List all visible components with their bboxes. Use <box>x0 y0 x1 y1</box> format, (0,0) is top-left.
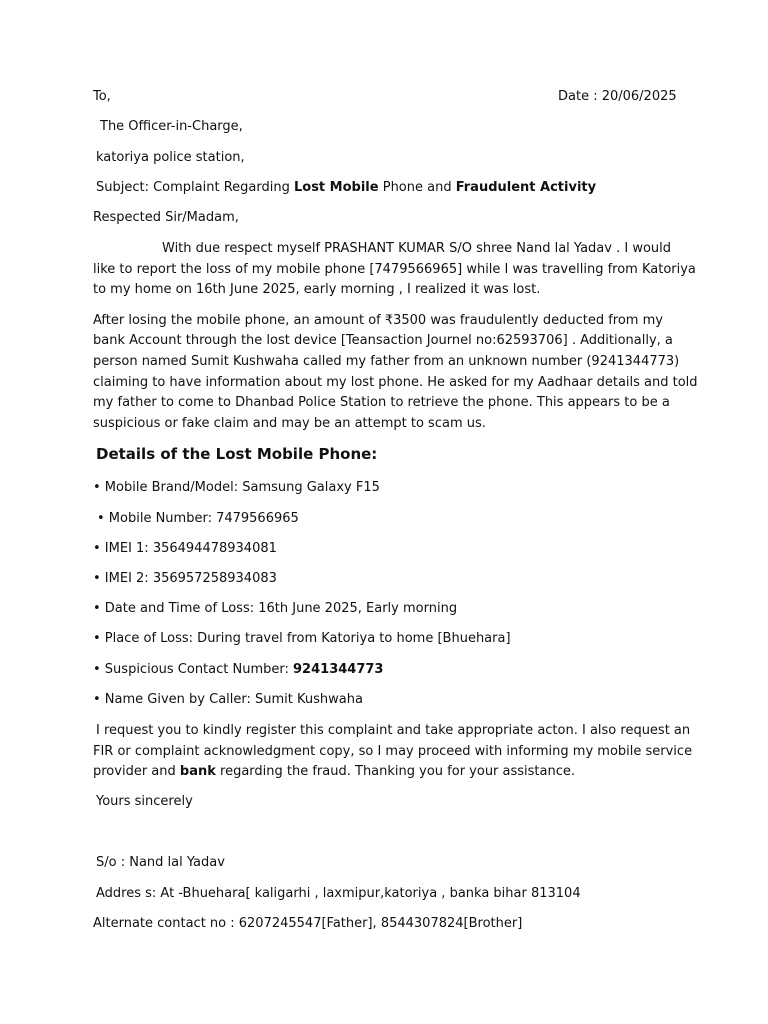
para3-line3-post: regarding the fraud. Thanking you for your assistance. <box>215 764 576 779</box>
subject-bold-fraud: Fraudulent Activity <box>455 180 597 195</box>
para3-line3 <box>93 763 575 780</box>
para2-line6: suspicious or fake claim and may be an attempt to scam us. <box>93 416 486 431</box>
para3-line3-pre: provider and <box>93 764 180 779</box>
para1-line2: like to report the loss of my mobile phone [7479566965] while I was travelling from Katoriya <box>93 262 696 277</box>
para1-line1: With due respect myself PRASHANT KUMAR S/O shree Nand lal Yadav . I would <box>162 241 672 256</box>
to-line: To, <box>93 89 111 104</box>
subject-line <box>96 179 596 196</box>
para3-line3-bold: bank <box>179 764 216 779</box>
detail-place: • Place of Loss: During travel from Katoriya to home [Bhuehara] <box>93 631 511 646</box>
recipient-title: The Officer-in-Charge, <box>100 119 243 134</box>
detail-datetime: • Date and Time of Loss: 16th June 2025, Early morning <box>93 601 458 616</box>
alternate-contact-line: Alternate contact no : 6207245547[Father], 8544307824[Brother] <box>93 916 523 931</box>
detail-suspicious-label: • Suspicious Contact Number: <box>93 662 294 677</box>
detail-suspicious <box>93 661 383 678</box>
para1-line3: to my home on 16th June 2025, early morning , I realized it was lost. <box>93 282 541 297</box>
para3-line2: FIR or complaint acknowledgment copy, so I may proceed with informing my mobile service <box>93 744 693 759</box>
so-line: S/o : Nand lal Yadav <box>96 855 225 870</box>
closing: Yours sincerely <box>96 794 193 809</box>
date-line: Date : 20/06/2025 <box>558 89 677 104</box>
salutation: Respected Sir/Madam, <box>93 210 239 225</box>
detail-caller: • Name Given by Caller: Sumit Kushwaha <box>93 692 363 707</box>
recipient-station: katoriya police station, <box>96 150 245 165</box>
detail-imei2: • IMEI 2: 356957258934083 <box>93 571 277 586</box>
para2-line2: bank Account through the lost device [Teansaction Journel no:62593706] . Additionally, a <box>93 333 673 348</box>
para2-line1: After losing the mobile phone, an amount of ₹3500 was fraudulently deducted from my <box>93 313 663 328</box>
detail-suspicious-value: 9241344773 <box>293 662 384 677</box>
subject-mid: Phone and <box>378 180 456 195</box>
details-heading: Details of the Lost Mobile Phone: <box>96 445 378 463</box>
detail-imei1: • IMEI 1: 356494478934081 <box>93 541 277 556</box>
subject-prefix: Subject: Complaint Regarding <box>96 180 294 195</box>
para3-line1: I request you to kindly register this complaint and take appropriate acton. I also request an <box>96 723 691 738</box>
subject-bold-lost-mobile: Lost Mobile <box>293 180 379 195</box>
para2-line5: my father to come to Dhanbad Police Station to retrieve the phone. This appears to be a <box>93 395 670 410</box>
detail-number: • Mobile Number: 7479566965 <box>97 511 299 526</box>
address-line: Addres s: At -Bhuehara[ kaligarhi , laxmipur,katoriya , banka bihar 813104 <box>96 886 581 901</box>
para2-line3: person named Sumit Kushwaha called my father from an unknown number (9241344773) <box>93 354 680 369</box>
detail-brand: • Mobile Brand/Model: Samsung Galaxy F15 <box>93 480 380 495</box>
para2-line4: claiming to have information about my lost phone. He asked for my Aadhaar details and told <box>93 375 698 390</box>
